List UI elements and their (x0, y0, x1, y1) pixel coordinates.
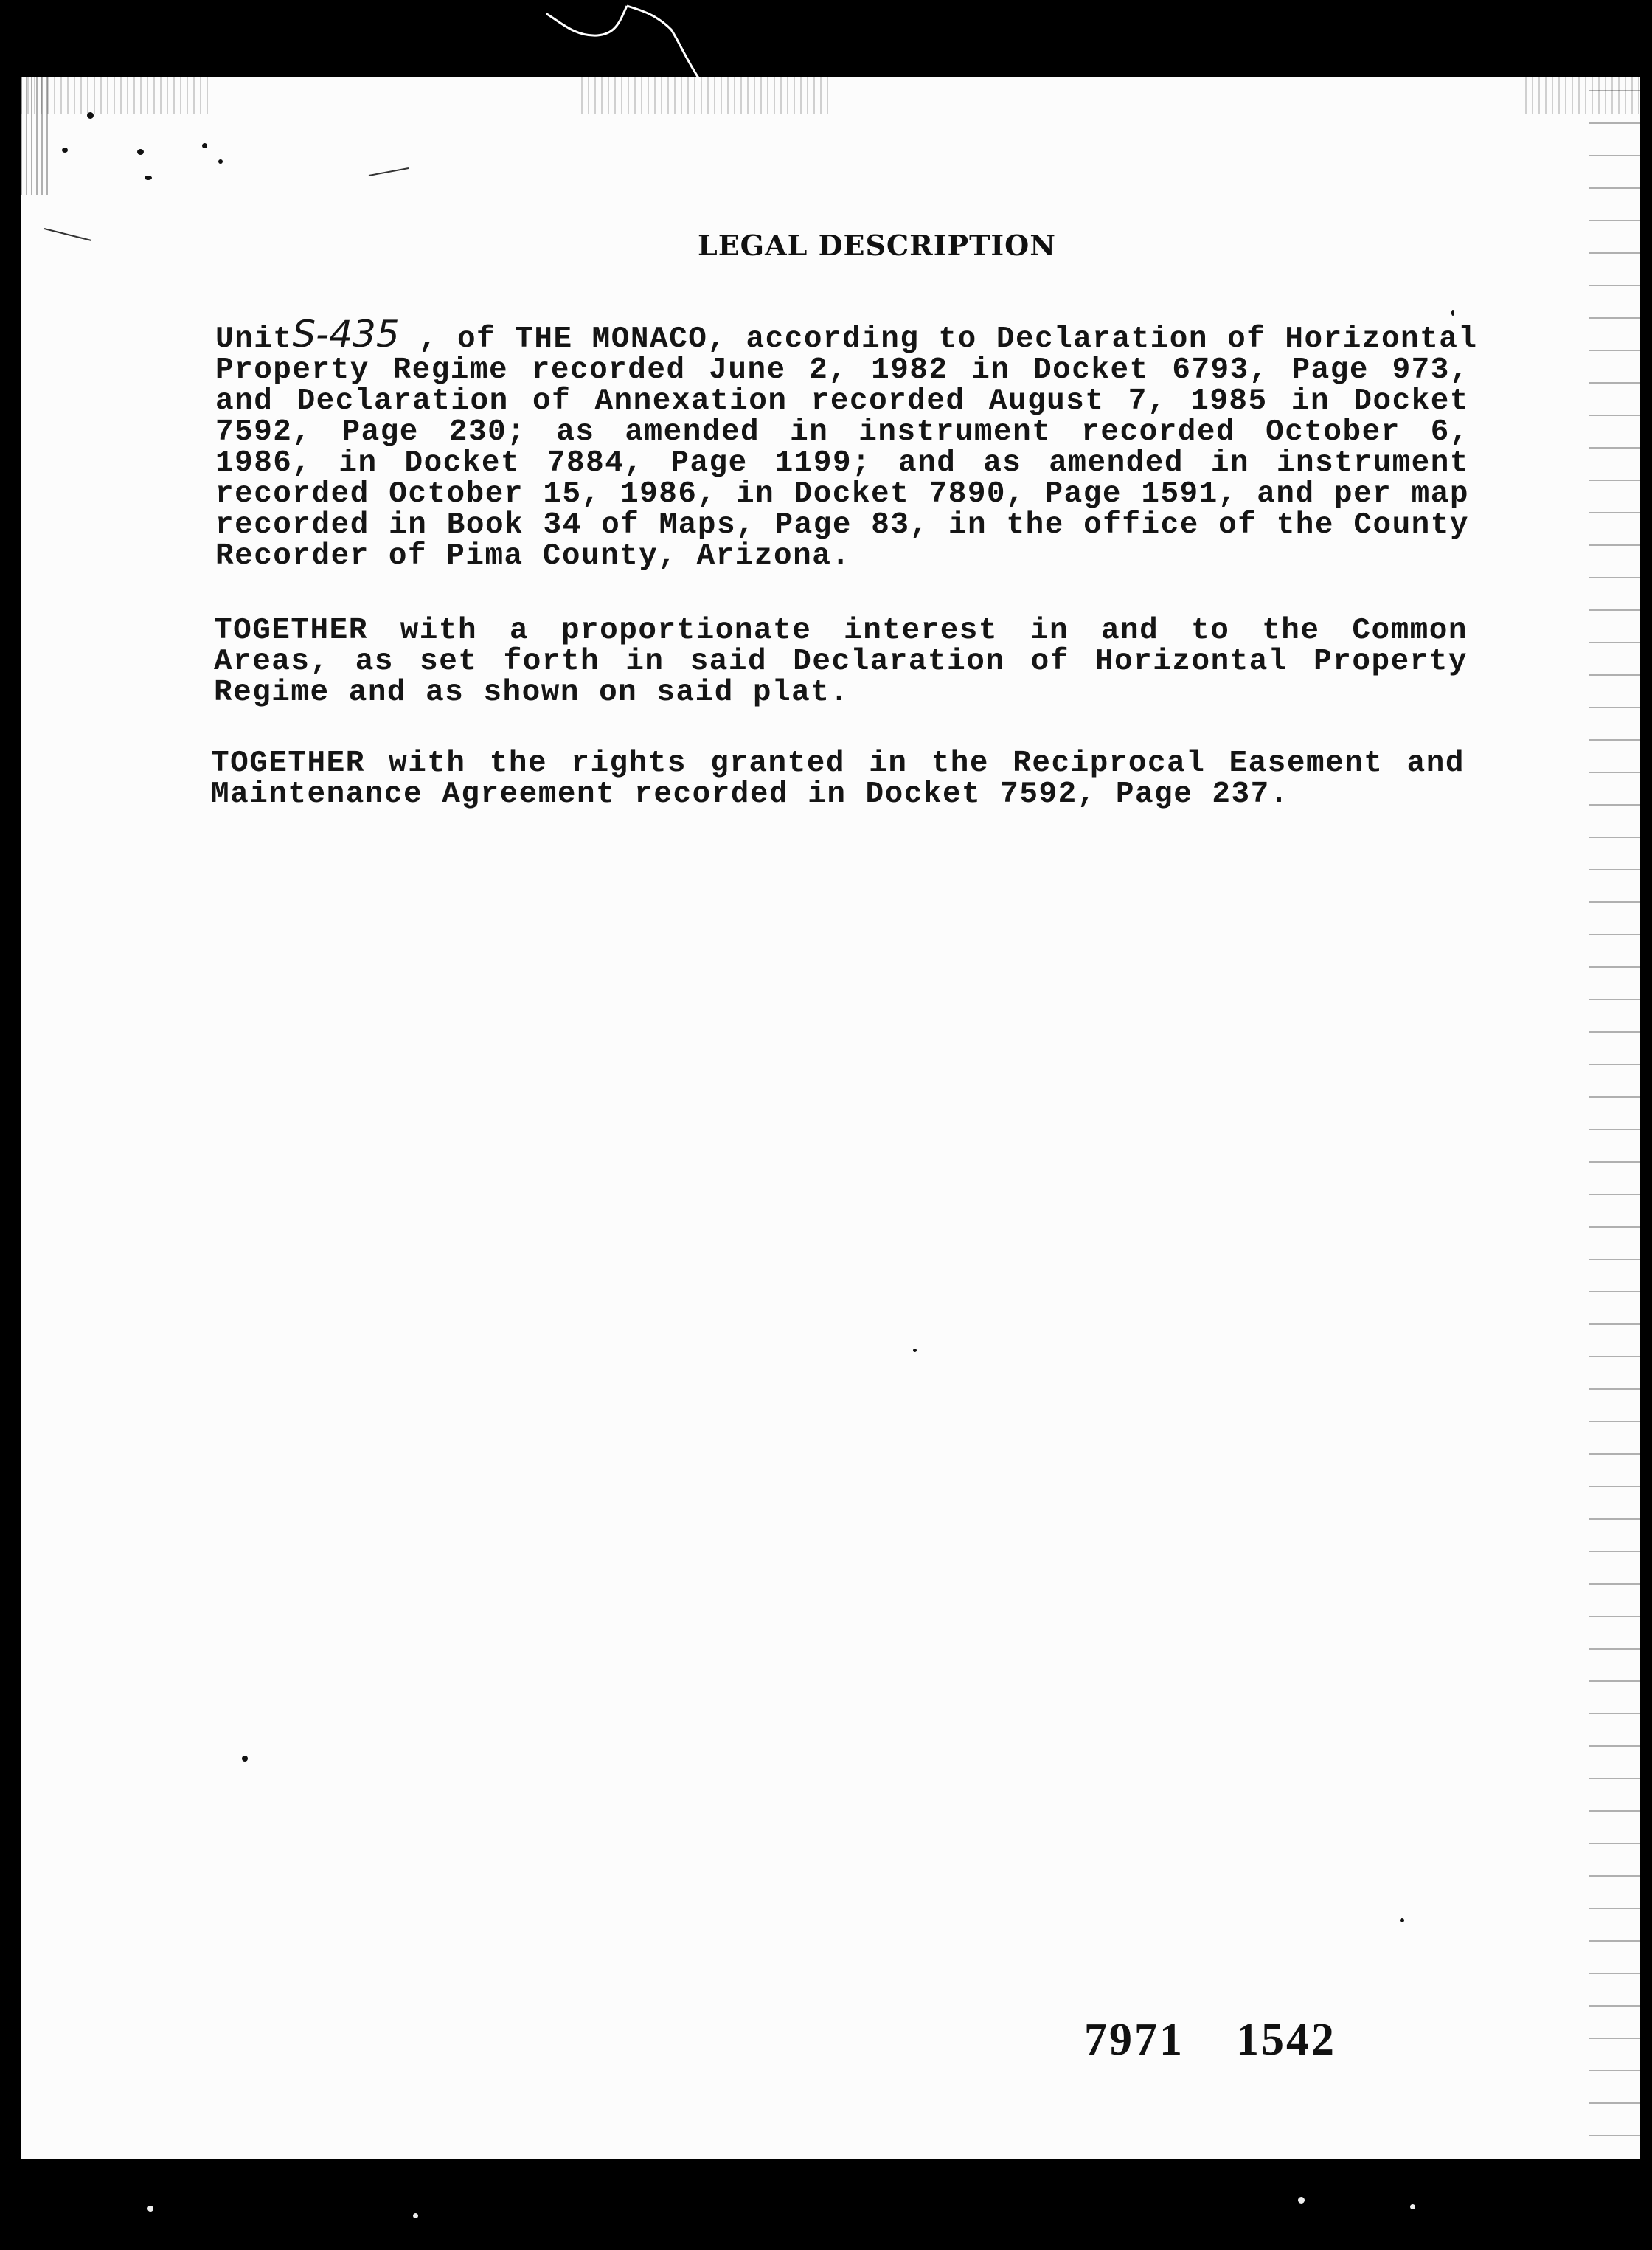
paragraph-line: recorded October 15, 1986, in Docket 7890, Page 1591, and per map (215, 477, 1469, 511)
scan-speck (913, 1349, 917, 1352)
docket-page-stamp (1084, 2014, 1336, 2066)
scan-speck (87, 112, 94, 119)
paragraph-line: Areas, as set forth in said Declaration of Horizontal Property (214, 645, 1468, 679)
unit-prefix: Unit (215, 322, 293, 356)
scan-speck (413, 2213, 418, 2218)
paragraph-line: TOGETHER with a proportionate interest in and to the Common (214, 614, 1468, 648)
easement-paragraph (211, 748, 1465, 810)
scan-speck (1410, 2204, 1415, 2209)
scan-speck (145, 176, 152, 180)
scan-stroke (367, 165, 412, 180)
paragraph-line: 7592, Page 230; as amended in instrument recorded October 6, (215, 415, 1469, 449)
document-page (21, 77, 1640, 2159)
scan-speck (218, 159, 223, 164)
legal-description-paragraph (215, 313, 1478, 573)
staple-mark (546, 0, 738, 89)
document-title: LEGAL DESCRIPTION (698, 229, 1056, 262)
paragraph-line: TOGETHER with the rights granted in the Reciprocal Easement and (211, 747, 1465, 780)
common-areas-paragraph (214, 615, 1468, 708)
paragraph-line: Regime and as shown on said plat. (214, 676, 850, 710)
paragraph-line: Recorder of Pima County, Arizona. (215, 539, 851, 573)
paragraph-line: and Declaration of Annexation recorded August 7, 1985 in Docket (215, 384, 1469, 418)
paragraph-line: Maintenance Agreement recorded in Docket 7592, Page 237. (211, 778, 1289, 811)
scan-speck (137, 149, 144, 155)
page-number: 1542 (1236, 2015, 1336, 2065)
scan-speck (1298, 2197, 1305, 2204)
paragraph-line: 1986, in Docket 7884, Page 1199; and as amended in instrument (215, 446, 1469, 480)
docket-number: 7971 (1084, 2015, 1184, 2065)
scan-speck (1400, 1918, 1404, 1922)
scan-speck (62, 148, 68, 153)
scan-speck (1451, 310, 1454, 316)
scan-speck (202, 143, 207, 148)
scan-stroke (43, 224, 94, 246)
paragraph-line: recorded in Book 34 of Maps, Page 83, in the office of the County (215, 508, 1469, 542)
paragraph-line: UnitS-435 , of THE MONACO, according to Declaration of Horizontal (215, 313, 1478, 356)
scan-noise-right-edge (1589, 77, 1640, 2159)
paragraph-line: Property Regime recorded June 2, 1982 in Docket 6793, Page 973, (215, 353, 1469, 387)
scan-speck (148, 2206, 153, 2212)
scan-speck (242, 1756, 248, 1762)
scan-noise-top-left (21, 77, 212, 114)
handwritten-unit-number: S-435 (292, 313, 400, 356)
